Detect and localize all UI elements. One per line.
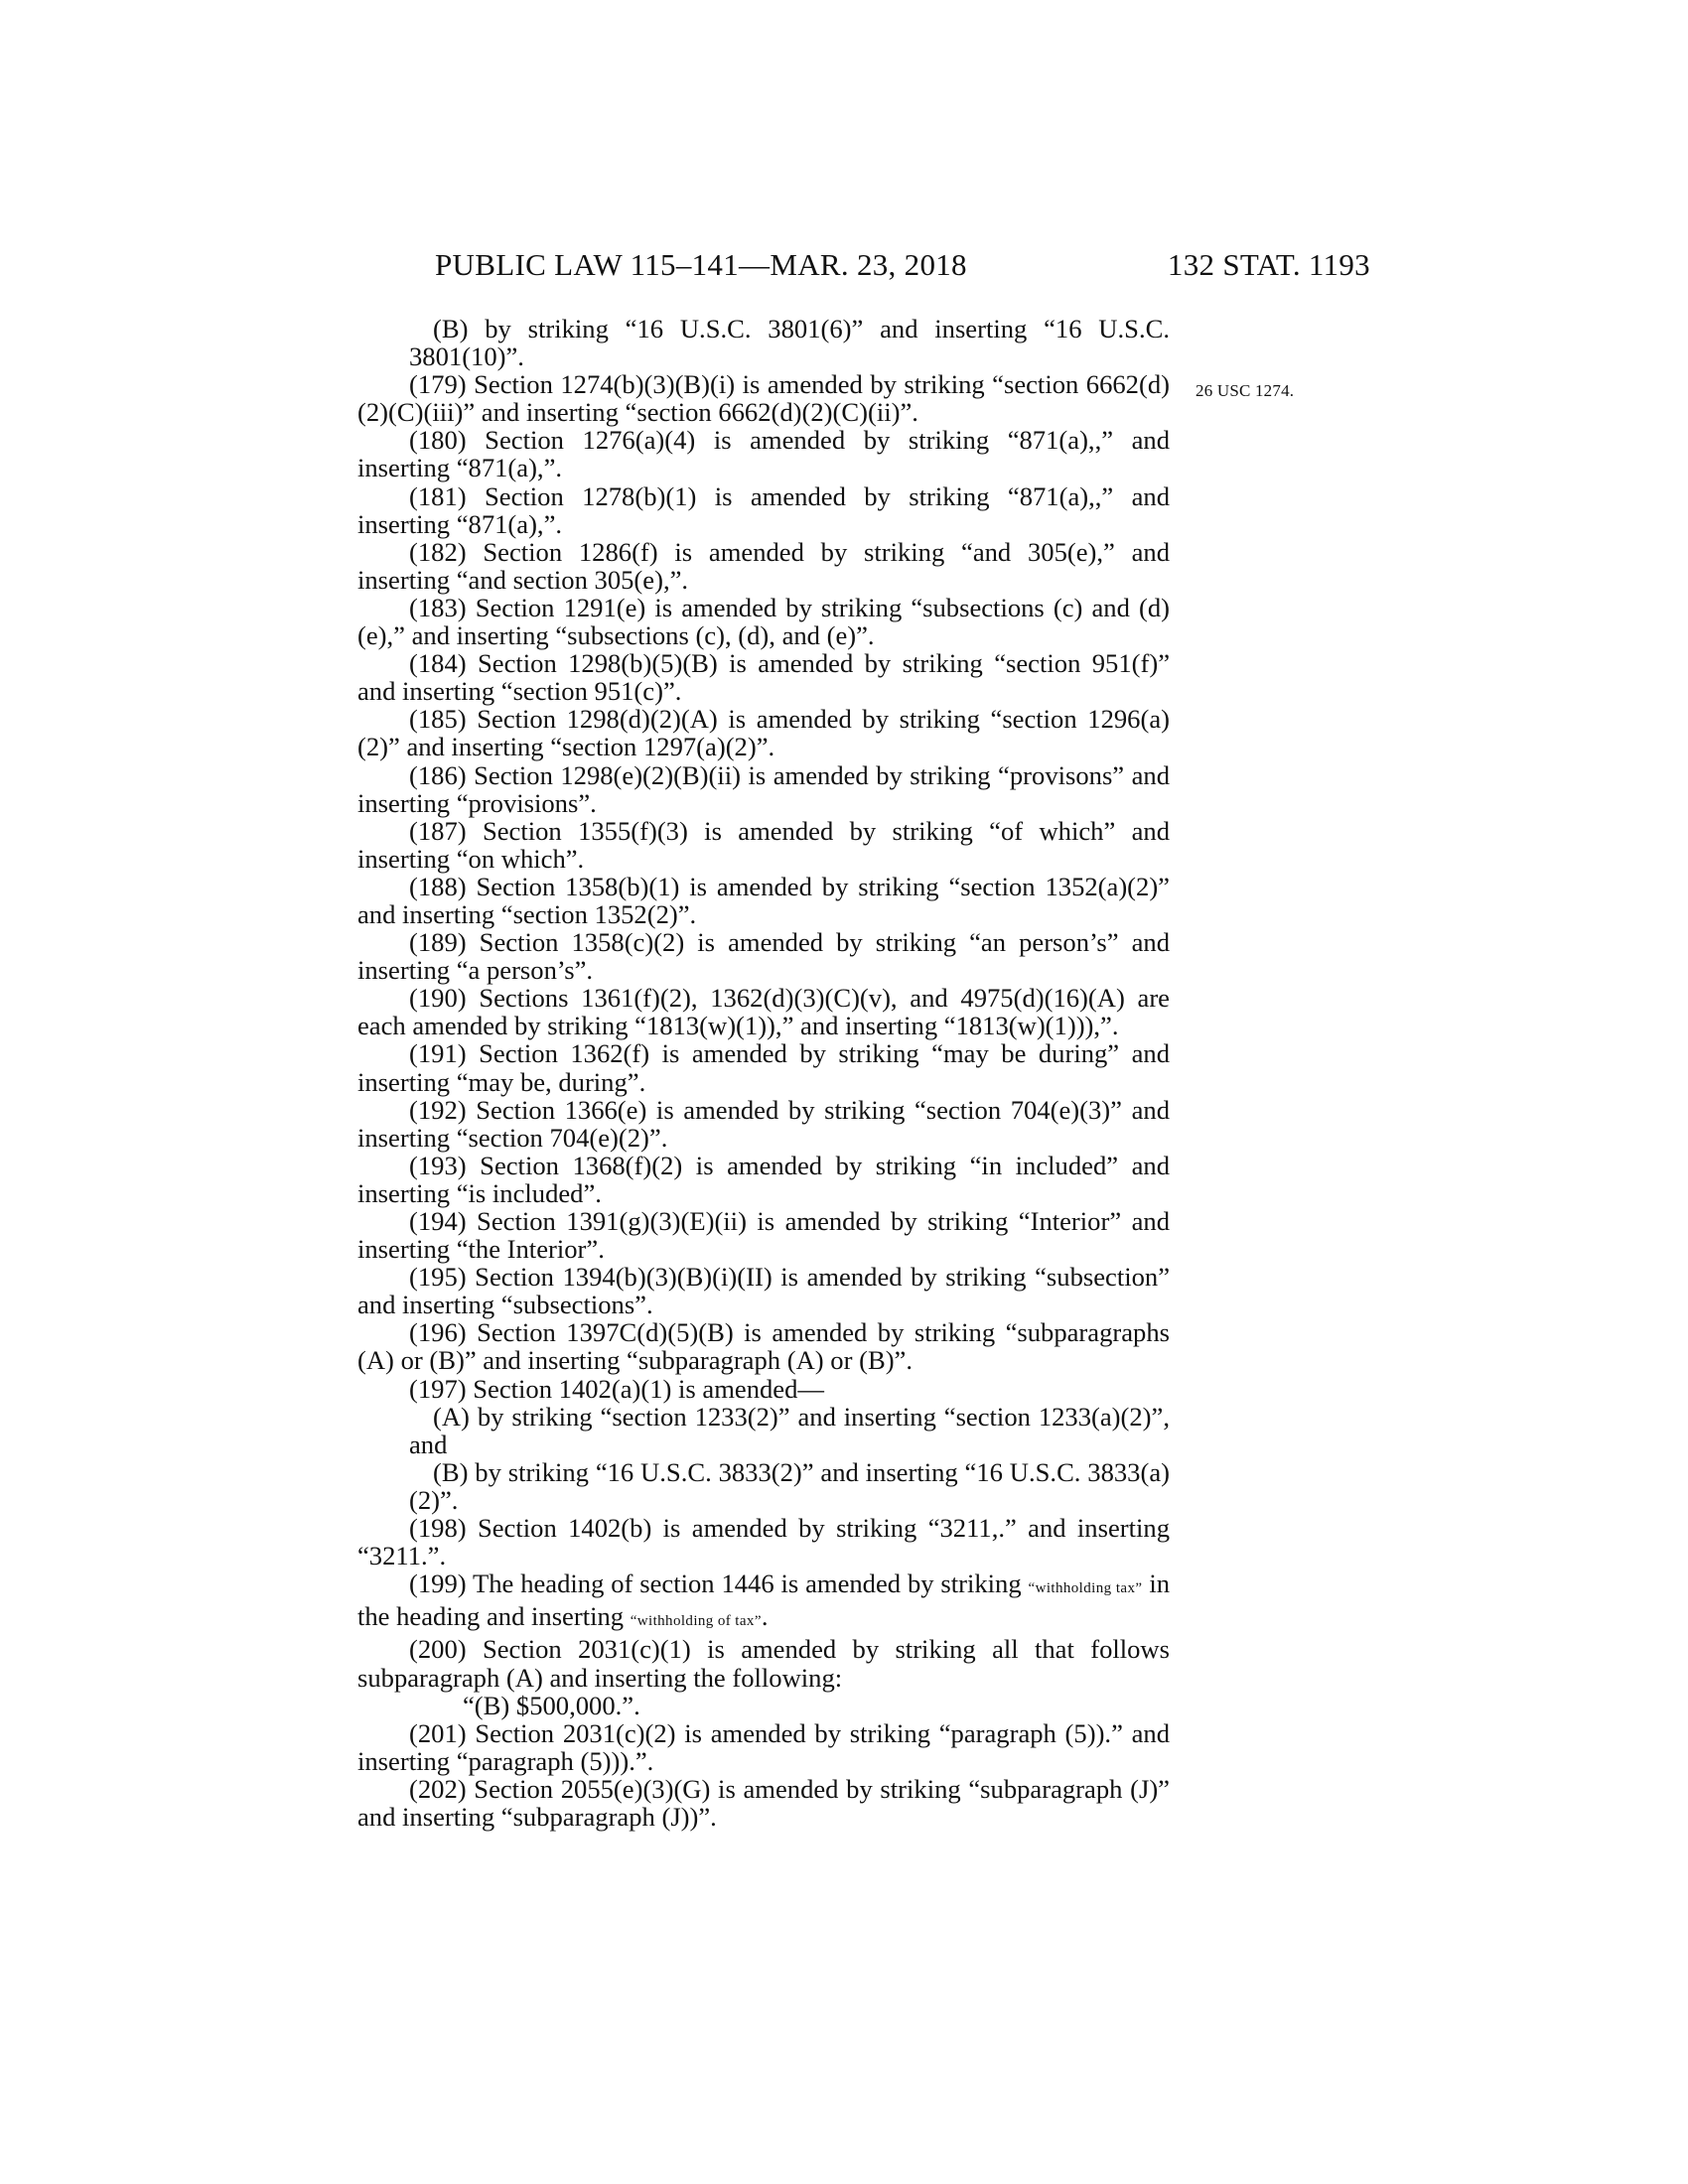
paragraph-189: (189) Section 1358(c)(2) is amended by striking “an person’s” and inserting “a person’s”. <box>357 927 1170 986</box>
paragraph-179: (179) Section 1274(b)(3)(B)(i) is amended by striking “section 6662(d)(2)(C)(iii)” and inserting “section 6662(d)(2)(C)(ii)”. <box>357 369 1170 428</box>
paragraph-191: (191) Section 1362(f) is amended by striking “may be during” and inserting “may be, during”. <box>357 1038 1170 1097</box>
paragraph-195: (195) Section 1394(b)(3)(B)(i)(II) is amended by striking “subsection” and inserting “subsections”. <box>357 1262 1170 1320</box>
running-head <box>435 245 1370 285</box>
paragraph-180: (180) Section 1276(a)(4) is amended by striking “871(a),,” and inserting “871(a),”. <box>357 425 1170 483</box>
paragraph-181: (181) Section 1278(b)(1) is amended by striking “871(a),,” and inserting “871(a),”. <box>357 480 1170 539</box>
paragraph-190: (190) Sections 1361(f)(2), 1362(d)(3)(C)(v), and 4975(d)(16)(A) are each amended by striking “1813(w)(1)),” and inserting “1813(w)(1))),”. <box>357 983 1170 1041</box>
amendment-text <box>357 315 1170 1831</box>
statute-page-number: 132 STAT. 1193 <box>1167 247 1370 282</box>
paragraph-197-a: (A) by striking “section 1233(2)” and inserting “section 1233(a)(2)”, and <box>409 1401 1170 1459</box>
paragraph-200-quoted-text: “(B) $500,000.”. <box>463 1690 640 1720</box>
public-law-citation: PUBLIC LAW 115–141—MAR. 23, 2018 <box>435 247 967 282</box>
paragraph-193: (193) Section 1368(f)(2) is amended by striking “in included” and inserting “is included”. <box>357 1150 1170 1208</box>
paragraph-197: (197) Section 1402(a)(1) is amended— <box>409 1373 824 1404</box>
paragraph-196: (196) Section 1397C(d)(5)(B) is amended by striking “subparagraphs (A) or (B)” and inserting “subparagraph (A) or (B)”. <box>357 1317 1170 1376</box>
struck-heading-text: “withholding tax” <box>1028 1580 1143 1597</box>
paragraph-199-lead: (199) The heading of section 1446 is amended by striking <box>409 1569 1029 1599</box>
paragraph-188: (188) Section 1358(b)(1) is amended by striking “section 1352(a)(2)” and inserting “section 1352(2)”. <box>357 871 1170 929</box>
paragraph-184: (184) Section 1298(b)(5)(B) is amended by striking “section 951(f)” and inserting “section 951(c)”. <box>357 648 1170 707</box>
paragraph-186: (186) Section 1298(e)(2)(B)(ii) is amended by striking “provisons” and inserting “provisions”. <box>357 759 1170 818</box>
paragraph-197-b: (B) by striking “16 U.S.C. 3833(2)” and inserting “16 U.S.C. 3833(a)(2)”. <box>409 1456 1170 1515</box>
paragraph-199-middle: in the heading and inserting <box>357 1569 1171 1632</box>
paragraph-185: (185) Section 1298(d)(2)(A) is amended by striking “section 1296(a)(2)” and inserting “section 1297(a)(2)”. <box>357 704 1170 762</box>
paragraph-198: (198) Section 1402(b) is amended by striking “3211,.” and inserting “3211.”. <box>357 1513 1170 1571</box>
paragraph-178-b: (B) by striking “16 U.S.C. 3801(6)” and inserting “16 U.S.C. 3801(10)”. <box>409 314 1170 372</box>
paragraph-200: (200) Section 2031(c)(1) is amended by striking all that follows subparagraph (A) and inserting the following: <box>357 1634 1170 1693</box>
inserted-heading-text: “withholding of tax” <box>630 1613 762 1630</box>
paragraph-192: (192) Section 1366(e) is amended by striking “section 704(e)(3)” and inserting “section 704(e)(2)”. <box>357 1094 1170 1153</box>
paragraph-199 <box>357 1570 1170 1635</box>
paragraph-202: (202) Section 2055(e)(3)(G) is amended by striking “subparagraph (J)” and inserting “subparagraph (J))”. <box>357 1773 1170 1832</box>
paragraph-187: (187) Section 1355(f)(3) is amended by striking “of which” and inserting “on which”. <box>357 815 1170 874</box>
paragraph-199-end: . <box>761 1601 769 1632</box>
paragraph-194: (194) Section 1391(g)(3)(E)(ii) is amended by striking “Interior” and inserting “the Interior”. <box>357 1206 1170 1265</box>
paragraph-182: (182) Section 1286(f) is amended by striking “and 305(e),” and inserting “and section 305(e),”. <box>357 536 1170 595</box>
paragraph-201: (201) Section 2031(c)(2) is amended by striking “paragraph (5)).” and inserting “paragraph (5))).”. <box>357 1717 1170 1776</box>
margin-note-usc-citation: 26 USC 1274. <box>1196 381 1295 400</box>
paragraph-183: (183) Section 1291(e) is amended by striking “subsections (c) and (d) (e),” and inserting “subsections (c), (d), and (e)”. <box>357 592 1170 651</box>
